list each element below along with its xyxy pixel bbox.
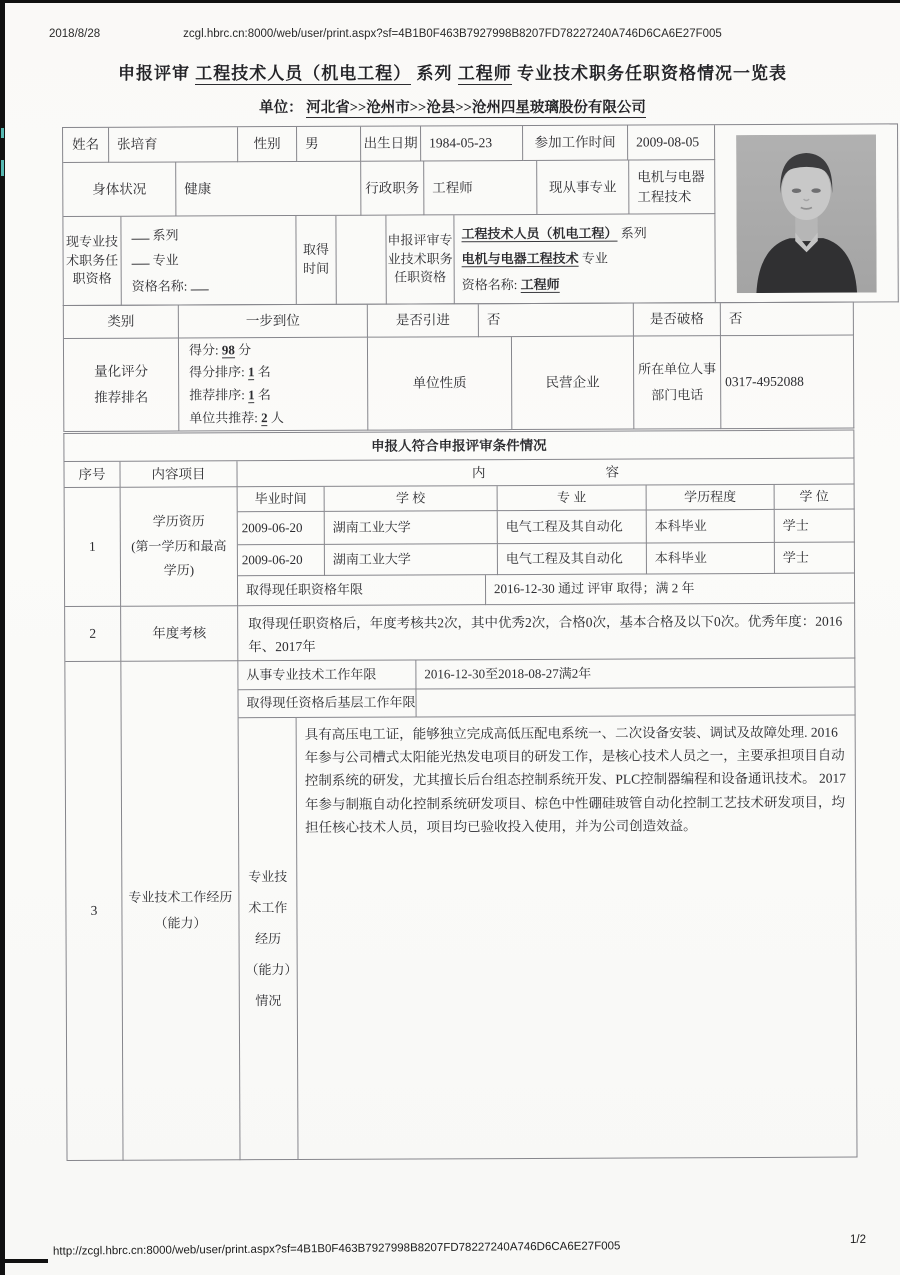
unit-value: 河北省>>沧州市>>沧县>>沧州四星玻璃股份有限公司 — [306, 100, 646, 116]
page-number: 1/2 — [850, 1234, 866, 1246]
conditions-section-title: 申报人符合申报评审条件情况 — [64, 431, 854, 462]
edu2-level: 本科毕业 — [647, 543, 775, 575]
current-major-suffix: 专业 — [152, 252, 179, 268]
col-header-item: 内容项目 — [120, 461, 237, 488]
row3-item-line2: （能力） — [154, 915, 207, 931]
col-header-no: 序号 — [64, 462, 120, 488]
row2-item: 年度考核 — [121, 606, 238, 662]
row1-item-line1: 学历资历 — [152, 513, 205, 529]
apply-title-values — [454, 214, 715, 304]
apply-name-value: 工程师 — [520, 276, 560, 292]
admin-post-label: 行政职务 — [361, 161, 424, 215]
print-date: 2018/8/28 — [49, 28, 101, 40]
applicant-photo — [736, 134, 877, 293]
basic-info-table — [62, 123, 899, 306]
row1-item-line2: (第一学历和最高 — [131, 537, 227, 554]
education-record-1 — [238, 510, 855, 546]
import-value: 否 — [479, 304, 634, 338]
title-prefix: 申报评审 — [118, 64, 190, 83]
col-content-char-2: 容 — [605, 464, 620, 480]
total-rec-unit: 人 — [270, 409, 284, 425]
title-series-suffix: 系列 — [416, 64, 453, 83]
category-value: 一步到位 — [179, 305, 368, 339]
conditions-table — [63, 430, 857, 1161]
row3-item-line1: 专业技术工作经历 — [128, 889, 233, 905]
row1-no: 1 — [65, 488, 122, 607]
work-start-value: 2009-08-05 — [628, 125, 715, 160]
admin-post-value: 工程师 — [424, 161, 537, 215]
score-rank-unit: 名 — [257, 364, 271, 380]
unit-line — [5, 96, 900, 117]
scan-teal-mark-1 — [1, 128, 4, 138]
score-rank-value: 1 — [247, 364, 255, 380]
apply-title-label: 申报评审专业技术职务任职资格 — [386, 215, 454, 304]
category-label: 类别 — [64, 306, 179, 340]
rec-rank-label: 推荐排序: — [189, 387, 245, 403]
apply-major-value: 电机与电器工程技术 — [461, 251, 579, 267]
gender-label: 性别 — [238, 127, 297, 162]
exception-label: 是否破格 — [634, 303, 721, 336]
title-rank: 工程师 — [457, 64, 512, 83]
hr-phone-label: 所在单位人事部门电话 — [634, 336, 721, 429]
current-title-blanks — [121, 216, 296, 306]
education-record-2 — [238, 543, 855, 577]
base-years-label: 取得现任资格后基层工作年限 — [238, 689, 416, 718]
title-suffix: 专业技术职务任职资格情况一览表 — [517, 64, 787, 83]
row1-item-line3: 学历) — [163, 562, 195, 578]
rec-rank-value: 1 — [248, 387, 255, 403]
work-years-value: 2016-12-30至2018-08-27满2年 — [416, 659, 855, 690]
profession-value: 电机与电器工程技术 — [629, 160, 715, 214]
total-rec-value: 2 — [261, 409, 268, 425]
row3-item — [121, 661, 240, 1161]
score-label: 得分: — [188, 341, 219, 357]
apply-major-suffix: 专业 — [581, 250, 608, 267]
print-url: zcgl.hbrc.cn:8000/web/user/print.aspx?sf=4B1B0F463B7927998B8207FD78227240A746D6CA6E27F005 — [183, 28, 722, 40]
score-value: 98 — [221, 341, 235, 357]
unit-label: 单位： — [259, 100, 303, 116]
score-block-label — [64, 339, 179, 433]
score-label-line2: 推荐排名 — [94, 389, 149, 405]
health-value: 健康 — [176, 162, 361, 217]
education-row — [65, 485, 856, 607]
footer-url: http://zcgl.hbrc.cn:8000/web/user/print.aspx?sf=4B1B0F463B7927998B8207FD78227240A746D6CA6E27F005 — [52, 1240, 621, 1258]
score-rank-label: 得分排序: — [189, 364, 245, 380]
title-series: 工程技术人员（机电工程） — [195, 64, 412, 83]
name-value: 张培育 — [109, 127, 238, 163]
row1-item — [121, 487, 239, 607]
scan-left-edge — [0, 0, 5, 1275]
apply-series-suffix: 系列 — [620, 225, 647, 241]
edu-header-degree: 学 位 — [775, 485, 855, 510]
edu-header-major: 专 业 — [498, 485, 647, 511]
hr-phone-value: 0317-4952088 — [721, 336, 854, 430]
birth-value: 1984-05-23 — [421, 126, 523, 161]
tenure-label: 取得现任职资格年限 — [238, 575, 486, 606]
birth-label: 出生日期 — [361, 126, 421, 161]
page-background — [5, 3, 900, 1275]
scan-teal-mark-2 — [1, 160, 4, 176]
edu2-degree: 学士 — [775, 543, 855, 574]
edu-header-level: 学历程度 — [647, 485, 775, 511]
apply-name-label: 资格名称: — [461, 276, 518, 292]
current-series-suffix: 系列 — [152, 227, 179, 243]
score-label-line1: 量化评分 — [94, 363, 149, 379]
profession-label: 现从事专业 — [537, 161, 629, 215]
unit-type-value: 民营企业 — [512, 337, 634, 431]
edu2-school: 湖南工业大学 — [325, 544, 498, 576]
obtain-time-label: 取得时间 — [296, 216, 336, 305]
edu2-major: 电气工程及其自动化 — [498, 543, 647, 575]
unit-type-label: 单位性质 — [368, 337, 512, 431]
score-details — [179, 338, 368, 432]
gender-value: 男 — [297, 127, 361, 162]
base-years-value — [416, 688, 855, 718]
annual-review-text: 取得现任职资格后，年度考核共2次，其中优秀2次，合格0次，基本合格及以下0次。优秀年度：2016年、2017年 — [248, 613, 843, 655]
exception-value: 否 — [721, 303, 854, 337]
edu1-degree: 学士 — [775, 510, 855, 543]
experience-description: 具有高压电工证，能够独立完成高低压配电系统一、二次设备安装、调试及故障处理. 2016年参与公司槽式太阳能光热发电项目的研发工作，是核心技术人员之一，主要承担项目自动控制系统的研发，尤其擅长后台组态控制系统开发、PLC控制器编程和设备通讯技术。 2017年参与制瓶自动化控制系统研发项目、棕色中性硼硅玻管自动化控制工艺技术研发项目，均担任核心技术人员，项目均已验收投入使用，并为公司创造效益。 — [304, 724, 847, 835]
edu2-date: 2009-06-20 — [238, 545, 325, 576]
work-years-label: 从事专业技术工作年限 — [238, 660, 416, 690]
scan-bottom-left-mark — [0, 1259, 48, 1263]
name-label: 姓名 — [63, 128, 109, 163]
row3-no: 3 — [65, 662, 123, 1161]
current-title-label: 现专业技术职务任职资格 — [63, 217, 121, 306]
col-header-content — [237, 459, 854, 488]
edu1-school: 湖南工业大学 — [325, 511, 498, 545]
current-name-label: 资格名称: — [131, 278, 188, 294]
photo-cell — [715, 124, 899, 303]
form-title — [5, 59, 900, 84]
edu1-major: 电气工程及其自动化 — [498, 510, 647, 544]
apply-series-value: 工程技术人员（机电工程） — [461, 225, 618, 242]
work-start-label: 参加工作时间 — [523, 126, 628, 161]
edu-header-date: 毕业时间 — [238, 487, 325, 512]
category-score-table — [63, 302, 855, 432]
experience-sub-label: 专业技术工作经历（能力）情况 — [239, 718, 299, 1160]
rec-rank-unit: 名 — [257, 387, 271, 403]
tenure-value: 2016-12-30 通过 评审 取得；满 2 年 — [486, 574, 855, 606]
edu-header-school: 学 校 — [325, 486, 498, 512]
health-label: 身体状况 — [63, 163, 176, 217]
edu1-level: 本科毕业 — [647, 510, 775, 544]
col-content-char-1: 内 — [471, 464, 486, 480]
scan-top-edge — [0, 0, 900, 3]
edu1-date: 2009-06-20 — [238, 512, 325, 545]
work-experience-row — [65, 659, 857, 1161]
obtain-time-value — [336, 216, 386, 305]
annual-review-row — [65, 604, 855, 662]
row2-no: 2 — [65, 607, 121, 662]
total-rec-label: 单位共推荐: — [189, 409, 258, 426]
import-label: 是否引进 — [368, 304, 479, 337]
score-unit: 分 — [238, 341, 252, 357]
